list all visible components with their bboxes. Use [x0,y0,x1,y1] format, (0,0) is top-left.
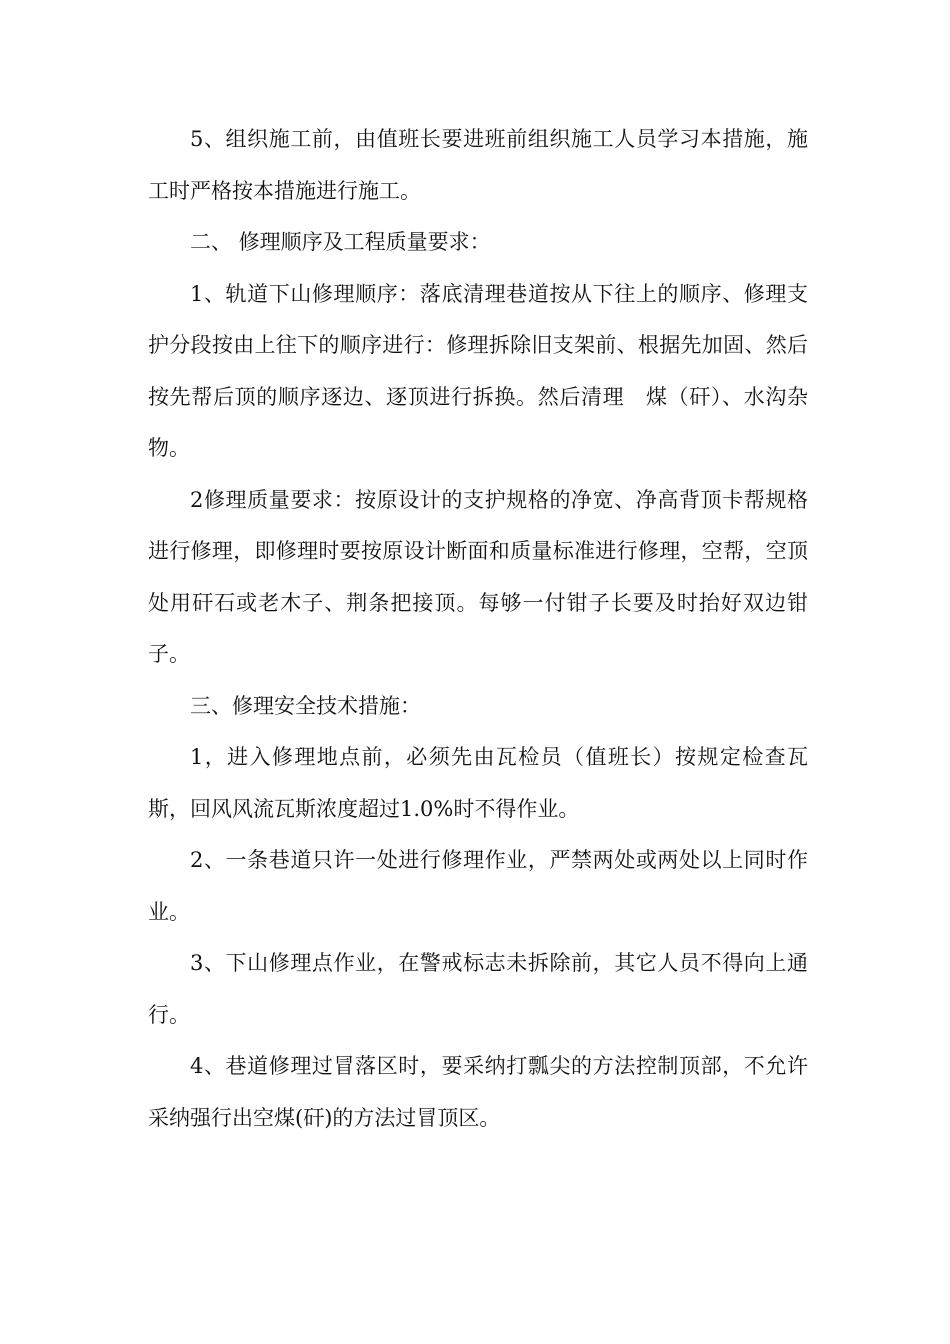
paragraph-single-site-operation: 2、一条巷道只许一处进行修理作业，严禁两处或两处以上同时作业。 [148,848,808,924]
section-heading-safety-measures: 三、修理安全技术措施： [190,693,421,718]
paragraph-organize-construction: 5、组织施工前，由值班长要进班前组织施工人员学习本措施，施工时严格按本措施进行施工。 [148,127,808,203]
paragraph-quality-requirements: 2修理质量要求：按原设计的支护规格的净宽、净高背顶卡帮规格进行修理，即修理时要按原设计断面和质量标准进行修理，空帮，空顶处用矸石或老木子、荆条把接顶。每够一付钳子长要及时抬好双边钳子。 [148,487,808,666]
paragraph-warning-signs: 3、下山修理点作业，在警戒标志未拆除前，其它人员不得向上通行。 [148,951,808,1027]
paragraph-gas-inspection: 1，进入修理地点前，必须先由瓦检员（值班长）按规定检查瓦斯，回风风流瓦斯浓度超过1.0%时不得作业。 [148,745,808,821]
document-body [148,114,808,1144]
paragraph-repair-sequence: 1、轨道下山修理顺序：落底清理巷道按从下往上的顺序、修理支护分段按由上往下的顺序进行：修理拆除旧支架前、根据先加固、然后按先帮后顶的顺序逐边、逐顶进行拆换。然后清理 煤（矸）、水沟杂物。 [148,281,808,460]
section-heading-repair-order: 二、 修理顺序及工程质量要求： [190,230,491,254]
paragraph-collapse-zone: 4、巷道修理过冒落区时，要采纳打瓢尖的方法控制顶部，不允许采纳强行出空煤(矸)的方法过冒顶区。 [148,1054,808,1130]
